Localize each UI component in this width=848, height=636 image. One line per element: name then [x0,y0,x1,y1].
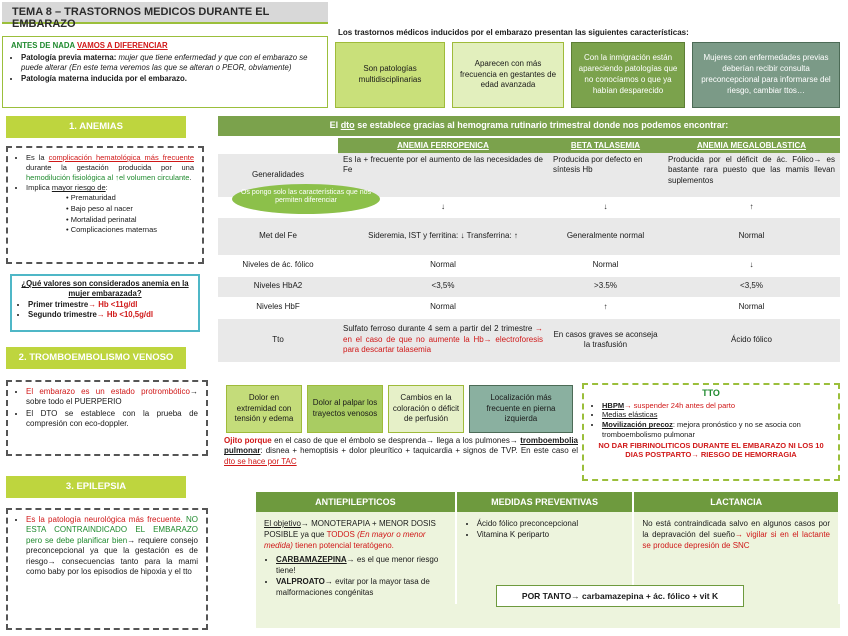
intro-heading: ANTES DE NADA VAMOS A DIFERENCIAR [11,41,168,50]
row-label: Tto [218,318,338,362]
page-title: TEMA 8 – TRASTORNOS MEDICOS DURANTE EL EMBARAZO [2,2,328,24]
col-ferropenica: ANEMIA FERROPENICA [338,138,548,153]
anemias-bullet-risk: • Implica mayor riesgo de: • Prematuridad • Bajo peso al nacer • Mortalidad perinatal • Complicaciones maternas [26,183,194,235]
risk-item: • Complicaciones maternas [66,225,194,235]
prev-item: • Vitamina K periparto [477,529,625,540]
trombo-info-box [6,380,208,456]
anemias-bullet-frequency: • Es la complicación hematológica más frecuente durante la gestación producida por una hemodilución fisiológica al ↑el volumen circulante. [26,153,194,182]
cell-lactancia: No está contraindicada salvo en algunos casos por la depravación del sueño→ vigilar si en el lactante se produce depresión de SNC [633,512,839,604]
diagnosis-table [218,138,840,363]
cell-ferro: Sideremia, IST y ferritina: ↓ Transferrina: ↑ [338,217,548,255]
char-box-advanced-age: Aparecen con más frecuencia en gestantes de edad avanzada [452,42,564,108]
trombo-tto-box [582,383,840,481]
section-tromboembolismo: 2. TROMBOEMBOLISMO VENOSO [6,347,186,369]
row-label: Niveles HbF [218,297,338,318]
trombo-bullet-prothrombotic: • El embarazo es un estado protrombótico→ sobre todo el PUERPERIO [26,387,198,408]
anti-item-valproato: • VALPROATO→ evitar por la mayor tasa de malformaciones congénitas [276,576,447,598]
intro-item-previa: • Patología previa materna: mujer que tiene enfermedad y que con el embarazo se puede alterar (En este tema veremos las que se alteran o PEOR, obviamente) [21,53,319,74]
cell-mega: Normal [663,297,840,318]
cell-mega: Ácido fólico [663,318,840,362]
tto-item-hbpm: • HBPM→ suspender 24h antes del parto [602,401,830,411]
col-megaloblastica: ANEMIA MEGALOBLASTICA [663,138,840,153]
epilepsia-info-box [6,508,208,630]
cell-beta: >3.5% [548,276,663,297]
intro-box [2,36,328,108]
anti-item-carbamazepina: • CARBAMAZEPINA→ es el que menor riesgo tiene! [276,554,447,576]
trimester-1-threshold: • Primer trimestre→ Hb <11g/dl [28,300,192,310]
risk-item: • Bajo peso al nacer [66,204,194,214]
cell-antiepilepticos: El objetivo→ MONOTERAPIA + MENOR DOSIS POSIBLE ya que TODOS (En mayor o menor medida) tienen potencial teratógeno. • CARBAMAZEPINA→ es el que menor riesgo tiene! • VALPROATO→ evitar por la mayor tasa de malformaciones congénitas [256,512,456,604]
cell-ferro: ↓ [338,197,548,217]
cell-mega: Producida por el déficit de ác. Fólico→ es bastante rara puesto que las mamis llevan suplementos [663,153,840,197]
diagnosis-oval-note: Os pongo solo las características que nos permiten diferenciar [232,184,380,214]
prev-item: • Ácido fólico preconcepcional [477,518,625,529]
cell-beta: Producida por defecto en síntesis Hb [548,153,663,197]
epilepsia-table [256,492,840,628]
cell-ferro: Normal [338,255,548,276]
trimester-2-threshold: • Segundo trimestre→ Hb <10,5g/dl [28,310,192,320]
cell-ferro: <3,5% [338,276,548,297]
trombo-bullet-diagnosis: • El DTO se establece con la prueba de compresión con eco-doppler. [26,409,198,430]
tto-item-movilizacion: • Movilización precoz: mejora pronóstico y no se asocia con tromboembolismo pulmonar [602,420,830,440]
col-lactancia: LACTANCIA [633,492,839,512]
diagnosis-header: El dto se establece gracias al hemograma rutinario trimestral donde nos podemos encontrar: [218,116,840,136]
cell-beta: Normal [548,255,663,276]
col-medidas-preventivas: MEDIDAS PREVENTIVAS [456,492,634,512]
cell-ferro: Sulfato ferroso durante 4 sem a partir del 2 trimestre → en el caso de que no aumente la Hb→ electroforesis para descartar talasemia [338,318,548,362]
row-label: Met del Fe [218,217,338,255]
cell-mega: ↑ [663,197,840,217]
row-label: Generalidades [218,153,338,197]
col-antiepilepticos: ANTIEPILEPTICOS [256,492,456,512]
cell-mega: ↓ [663,255,840,276]
symptom-pain-palpation: Dolor al palpar los trayectos venosos [307,385,383,433]
cell-beta: ↓ [548,197,663,217]
cell-beta: Generalmente normal [548,217,663,255]
epilepsia-bullet: • Es la patología neurológica más frecuente. NO ESTA CONTRAINDICADO EL EMBARAZO pero se debe planificar bien→ requiere consejo preconcepcional ya que la gestación es de riesgo→ consecuencias tanto para la mami como baby por los episodios de hipoxia y el tto [26,515,198,577]
tto-warning: NO DAR FIBRINOLITICOS DURANTE EL EMBARAZO NI LOS 10 DIAS POSTPARTO→ RIESGO DE HEMORRAGIA [598,440,824,460]
cell-mega: <3,5% [663,276,840,297]
char-box-multidisciplinary: Son patologías multidisciplinarias [335,42,445,108]
tto-item-medias: • Medias elásticas [602,410,830,420]
cell-ferro: Normal [338,297,548,318]
col-beta-talasemia: BETA TALASEMIA [548,138,663,153]
symptom-left-leg: Localización más frecuente en pierna izquierda [469,385,573,433]
anemias-info-box [6,146,204,264]
intro-item-inducida: • Patología materna inducida por el embarazo. [21,74,319,85]
cell-ferro: Es la + frecuente por el aumento de las necesidades de Fe [338,153,548,197]
anemia-values-box [10,274,200,332]
cell-mega: Normal [663,217,840,255]
symptom-color-change: Cambios en la coloración o déficit de perfusión [388,385,464,433]
section-epilepsia: 3. EPILEPSIA [6,476,186,498]
row-label: Niveles de ác. fólico [218,255,338,276]
anemia-values-question: ¿Qué valores son considerados anemia en la mujer embarazada? [21,279,189,299]
risk-item: • Mortalidad perinatal [66,215,194,225]
cell-beta: En casos graves se aconseja la trasfusión [548,318,663,362]
tto-title: TTO [702,388,720,398]
risk-item: • Prematuridad [66,193,194,203]
char-box-immigration: Con la inmigración están apareciendo patologías que no conocíamos o que ya habían desparecido [571,42,685,108]
char-box-preconception: Mujeres con enfermedades previas deberían recibir consulta preconcepcional para informarse del riesgo, cambiar ttos… [692,42,840,108]
cell-beta: ↑ [548,297,663,318]
row-label: Niveles HbA2 [218,276,338,297]
characteristics-heading: Los trastornos médicos inducidos por el embarazo presentan las siguientes características: [338,28,689,37]
symptom-pain-edema: Dolor en extremidad con tensión y edema [226,385,302,433]
diagnosis-corner [218,138,338,153]
section-anemias: 1. ANEMIAS [6,116,186,138]
trombo-ojito-text: Ojito porque en el caso de que el émbolo se desprenda→ llega a los pulmones→ tromboembolia pulmonar: disnea + hemoptisis + dolor pleurítico + taquicardia + signos de TVP. En este caso el dto se hace por TAC [224,436,578,466]
epilepsia-conclusion: POR TANTO→ carbamazepina + ác. fólico + vit K [496,585,744,607]
